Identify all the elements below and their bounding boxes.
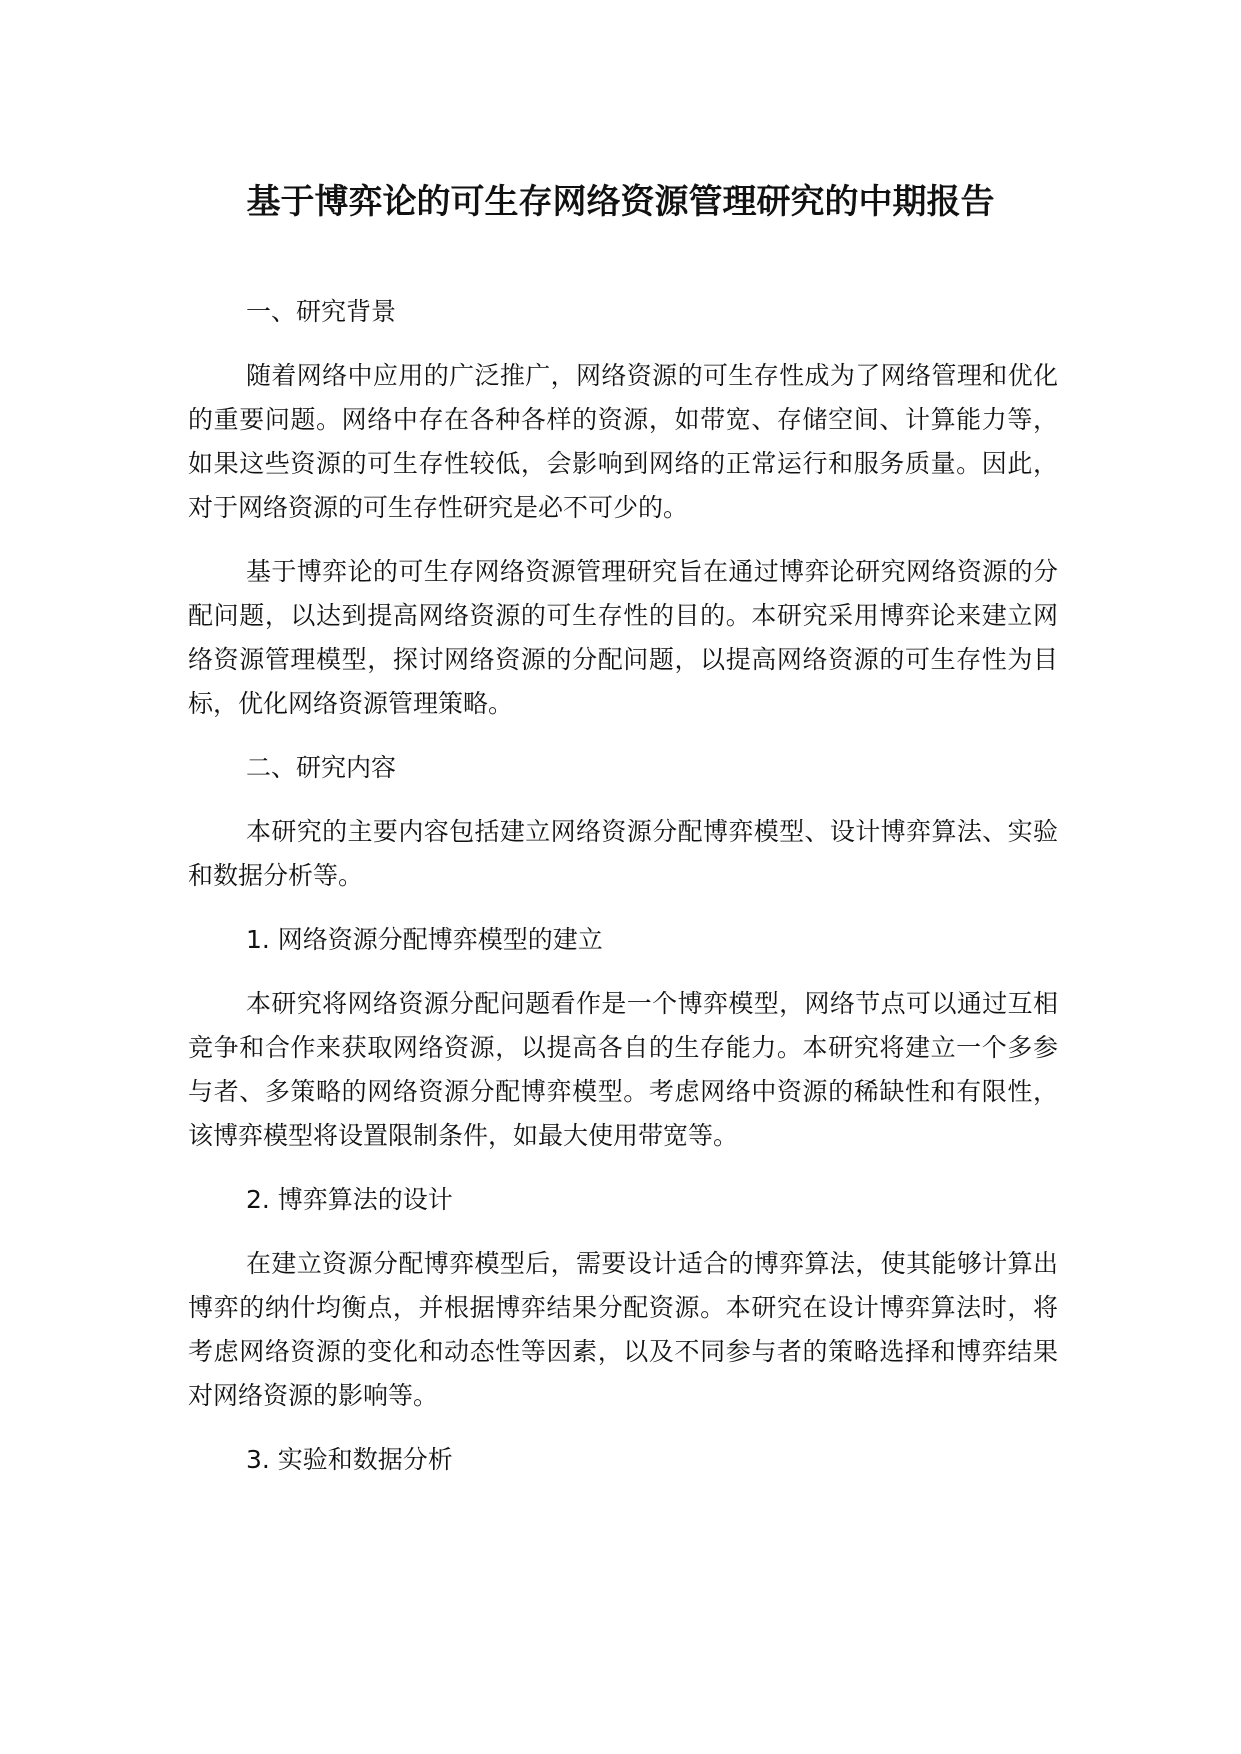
document-title: 基于博弈论的可生存网络资源管理研究的中期报告 xyxy=(246,182,995,222)
paragraph-content-intro: 本研究的主要内容包括建立网络资源分配博弈模型、设计博弈算法、实验和数据分析等。 xyxy=(188,817,1058,890)
subsection-heading-model: 1. 网络资源分配博弈模型的建立 xyxy=(246,925,603,954)
paragraph-algorithm: 在建立资源分配博弈模型后，需要设计适合的博弈算法，使其能够计算出博弈的纳什均衡点，并根据博弈结果分配资源。本研究在设计博弈算法时，将考虑网络资源的变化和动态性等因素，以及不同参与者的策略选择和博弈结果对网络资源的影响等。 xyxy=(188,1249,1058,1410)
paragraph-model: 本研究将网络资源分配问题看作是一个博弈模型，网络节点可以通过互相竞争和合作来获取网络资源，以提高各自的生存能力。本研究将建立一个多参与者、多策略的网络资源分配博弈模型。考虑网络中资源的稀缺性和有限性，该博弈模型将设置限制条件，如最大使用带宽等。 xyxy=(188,989,1058,1150)
paragraph-background-1: 随着网络中应用的广泛推广，网络资源的可生存性成为了网络管理和优化的重要问题。网络中存在各种各样的资源，如带宽、存储空间、计算能力等，如果这些资源的可生存性较低，会影响到网络的正常运行和服务质量。因此，对于网络资源的可生存性研究是必不可少的。 xyxy=(188,361,1058,522)
paragraph-background-2: 基于博弈论的可生存网络资源管理研究旨在通过博弈论研究网络资源的分配问题，以达到提高网络资源的可生存性的目的。本研究采用博弈论来建立网络资源管理模型，探讨网络资源的分配问题，以提高网络资源的可生存性为目标，优化网络资源管理策略。 xyxy=(188,557,1058,718)
subsection-heading-algorithm: 2. 博弈算法的设计 xyxy=(246,1185,453,1214)
document-body xyxy=(188,290,1058,1502)
section-heading-background: 一、研究背景 xyxy=(246,297,397,326)
section-heading-content: 二、研究内容 xyxy=(246,753,397,782)
subsection-heading-experiment: 3. 实验和数据分析 xyxy=(246,1445,453,1474)
